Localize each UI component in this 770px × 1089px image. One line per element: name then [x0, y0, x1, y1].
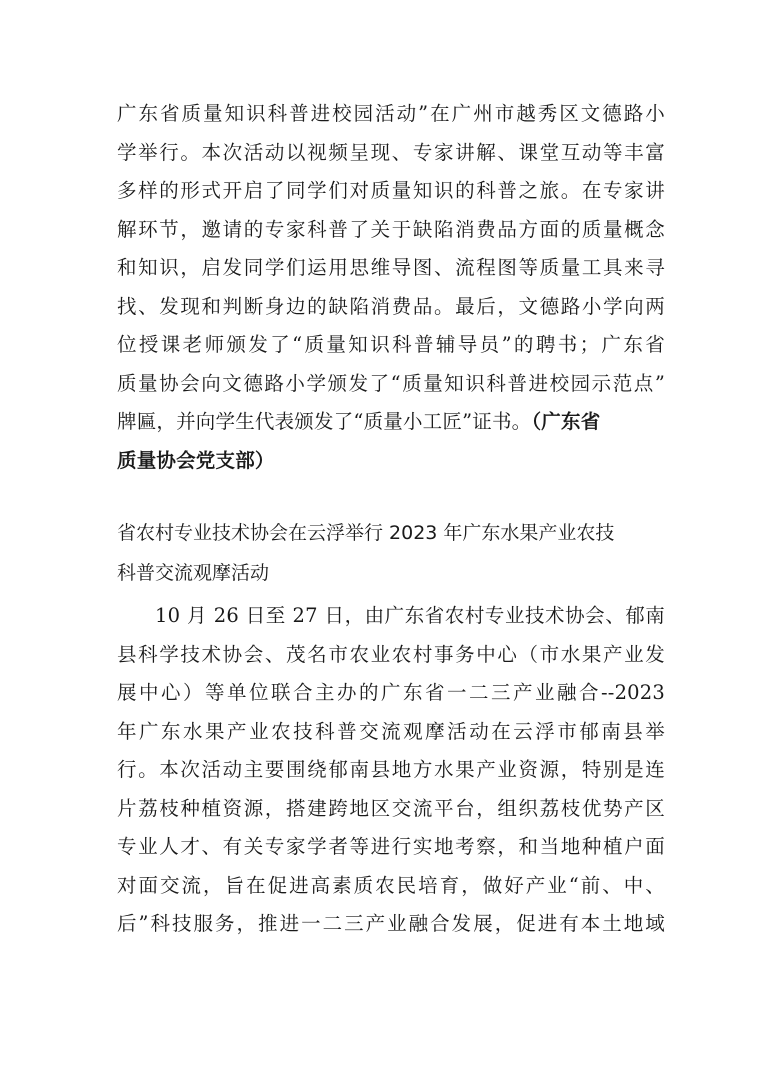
- paragraph-line: 展中心）等单位联合主办的广东省一二三产业融合--2023: [117, 681, 665, 704]
- paragraph-line: 找、发现和判断身边的缺陷消费品。最后，文德路小学向两: [117, 294, 665, 318]
- paragraph-line: 对面交流，旨在促进高素质农民培育，做好产业“前、中、: [117, 873, 665, 897]
- paragraph-line-last: [117, 403, 665, 442]
- paragraph-line: 行。本次活动主要围绕郁南县地方水果产业资源，特别是连: [117, 758, 665, 781]
- paragraph-line: 解环节，邀请的专家科普了关于缺陷消费品方面的质量概念: [117, 217, 665, 241]
- article-2-body: [117, 597, 665, 944]
- paragraph-line: 学举行。本次活动以视频呈现、专家讲解、课堂互动等丰富: [117, 140, 665, 164]
- paragraph-line: 县科学技术协会、茂名市农业农村事务中心（市水果产业发: [117, 642, 665, 666]
- article-title: 省农村专业技术协会在云浮举行 2023 年广东水果产业农技: [117, 522, 615, 544]
- article-1-body: [117, 95, 665, 480]
- paragraph-line: 和知识，启发同学们运用思维导图、流程图等质量工具来寻: [117, 256, 665, 279]
- article-title-continued: 科普交流观摩活动: [117, 562, 270, 584]
- source-attribution-continued: 质量协会党支部）: [117, 448, 275, 472]
- source-attribution: （广东省: [531, 410, 601, 433]
- paragraph-line: 年广东水果产业农技科普交流观摩活动在云浮市郁南县举: [117, 719, 665, 743]
- paragraph-line: 多样的形式开启了同学们对质量知识的科普之旅。在专家讲: [117, 179, 665, 202]
- paragraph-line: 专业人才、有关专家学者等进行实地考察，和当地种植户面: [117, 835, 665, 858]
- article-2: [117, 513, 665, 593]
- paragraph-line: 片荔枝种植资源，搭建跨地区交流平台，组织荔枝优势产区: [117, 796, 665, 820]
- paragraph-line: 广东省质量知识科普进校园活动”在广州市越秀区文德路小: [117, 102, 665, 125]
- paragraph-text: 牌匾，并向学生代表颁发了“质量小工匠”证书。: [117, 410, 532, 433]
- paragraph-line: 10 月 26 日至 27 日，由广东省农村专业技术协会、郁南: [155, 604, 665, 627]
- paragraph-line: 后”科技服务，推进一二三产业融合发展，促进有本土地域: [117, 912, 665, 935]
- paragraph-line: 质量协会向文德路小学颁发了“质量知识科普进校园示范点”: [117, 371, 665, 395]
- paragraph-line: 位授课老师颁发了“质量知识科普辅导员”的聘书；广东省: [117, 333, 665, 356]
